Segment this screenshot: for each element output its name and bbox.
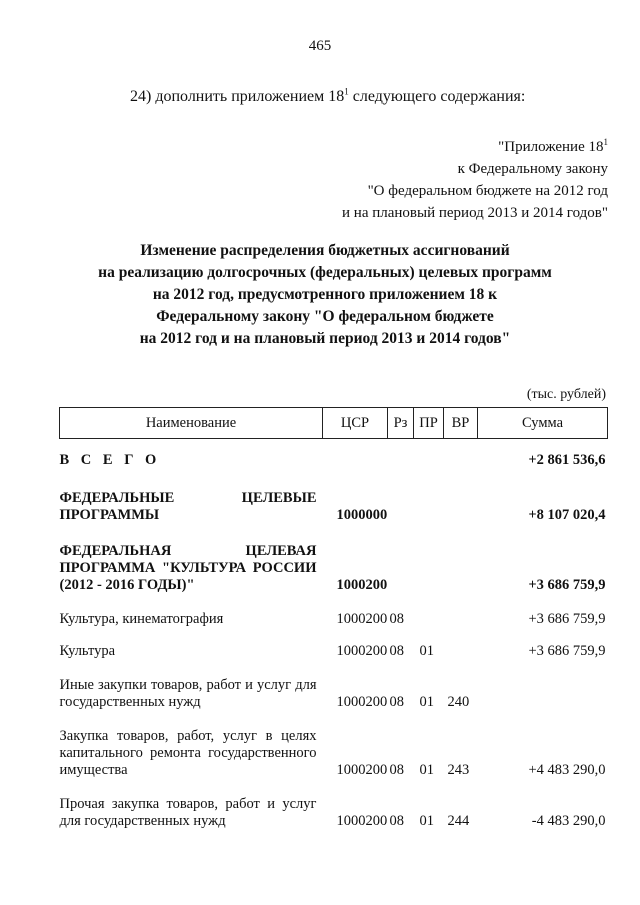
row-rz: 08	[389, 762, 404, 778]
title-line-2: на реализацию долгосрочных (федеральных) целевых программ	[98, 264, 552, 281]
table-row	[60, 728, 608, 779]
appendix-header	[308, 136, 608, 224]
intro-text-before: 24) дополнить приложением 18	[130, 88, 345, 105]
row-name: Культура, кинематография	[59, 611, 224, 627]
document-title	[60, 240, 590, 350]
row-pr	[414, 543, 444, 594]
row-csr: 1000200	[336, 577, 388, 593]
title-line-1: Изменение распределения бюджетных ассигнований	[140, 242, 510, 259]
row-vr: 240	[447, 694, 470, 710]
appendix-line-1	[308, 136, 608, 158]
row-name: ФЕДЕРАЛЬНЫЕ ЦЕЛЕВЫЕ ПРОГРАММЫ	[59, 490, 317, 523]
appendix-superscript: 1	[603, 137, 608, 147]
appendix-line-2: к Федеральному закону	[457, 161, 608, 177]
row-sum: +3 686 759,9	[528, 611, 606, 627]
row-pr	[414, 611, 444, 628]
row-name: Закупка товаров, работ, услуг в целях капитального ремонта государственного имущества	[59, 728, 317, 778]
table-row	[60, 643, 608, 660]
header-sum: Сумма	[478, 408, 608, 439]
table-row	[60, 796, 608, 830]
row-name: ФЕДЕРАЛЬНАЯ ЦЕЛЕВАЯ ПРОГРАММА "КУЛЬТУРА РОССИИ (2012 - 2016 ГОДЫ)"	[59, 543, 317, 593]
title-line-3: на 2012 год, предусмотренного приложением 18 к	[152, 286, 498, 303]
row-csr: 1000200	[336, 611, 388, 627]
row-rz	[388, 543, 414, 594]
row-rz: 08	[389, 643, 404, 659]
appendix-line-1-text: "Приложение 18	[498, 139, 604, 155]
row-rz: 08	[389, 813, 404, 829]
intro-text-after: следующего содержания:	[348, 88, 526, 105]
row-pr: 01	[419, 762, 434, 778]
row-csr: 1000200	[336, 762, 388, 778]
row-name: Иные закупки товаров, работ и услуг для государственных нужд	[59, 677, 317, 710]
row-sum: +8 107 020,4	[528, 507, 606, 523]
row-pr	[414, 490, 444, 524]
row-sum: +2 861 536,6	[528, 452, 606, 468]
row-sum	[478, 677, 608, 711]
page-number: 465	[308, 38, 332, 54]
table-row	[60, 490, 608, 524]
row-vr: 243	[447, 762, 470, 778]
row-vr	[444, 611, 478, 628]
row-vr	[444, 490, 478, 524]
intro-paragraph	[130, 88, 525, 106]
table-header-row	[60, 408, 608, 439]
appendix-line-4: и на плановый период 2013 и 2014 годов"	[342, 205, 608, 221]
row-vr	[444, 452, 478, 469]
units-label: (тыс. рублей)	[526, 387, 606, 402]
row-name: В С Е Г О	[59, 452, 161, 468]
row-pr: 01	[419, 813, 434, 829]
header-vr: ВР	[444, 408, 478, 439]
row-sum: -4 483 290,0	[531, 813, 606, 829]
row-rz	[388, 452, 414, 469]
row-csr	[323, 452, 388, 469]
row-vr: 244	[447, 813, 470, 829]
row-name: Культура	[59, 643, 116, 659]
intro-superscript: 1	[344, 86, 349, 97]
row-pr: 01	[419, 643, 434, 659]
row-sum: +4 483 290,0	[528, 762, 606, 778]
row-csr: 1000200	[336, 643, 388, 659]
row-sum: +3 686 759,9	[528, 643, 606, 659]
header-csr: ЦСР	[323, 408, 388, 439]
header-pr: ПР	[414, 408, 444, 439]
budget-table	[59, 407, 608, 830]
row-csr: 1000200	[336, 813, 388, 829]
header-rz: Рз	[388, 408, 414, 439]
row-name: Прочая закупка товаров, работ и услуг для государственных нужд	[59, 796, 317, 829]
row-rz: 08	[389, 694, 404, 710]
row-sum: +3 686 759,9	[528, 577, 606, 593]
row-pr	[414, 452, 444, 469]
table-body	[60, 439, 608, 831]
table-row	[60, 543, 608, 594]
row-csr: 1000200	[336, 694, 388, 710]
appendix-line-3: "О федеральном бюджете на 2012 год	[367, 183, 608, 199]
row-rz	[388, 490, 414, 524]
row-rz: 08	[389, 611, 404, 627]
table-row	[60, 677, 608, 711]
table-row	[60, 611, 608, 628]
table-header	[60, 408, 608, 439]
row-vr	[444, 643, 478, 660]
table-row	[60, 452, 608, 469]
title-line-5: на 2012 год и на плановый период 2013 и 2014 годов"	[139, 330, 511, 347]
row-vr	[444, 543, 478, 594]
row-csr: 1000000	[336, 507, 388, 523]
header-name: Наименование	[60, 408, 323, 439]
row-pr: 01	[419, 694, 434, 710]
title-line-4: Федеральному закону "О федеральном бюджете	[156, 308, 494, 325]
